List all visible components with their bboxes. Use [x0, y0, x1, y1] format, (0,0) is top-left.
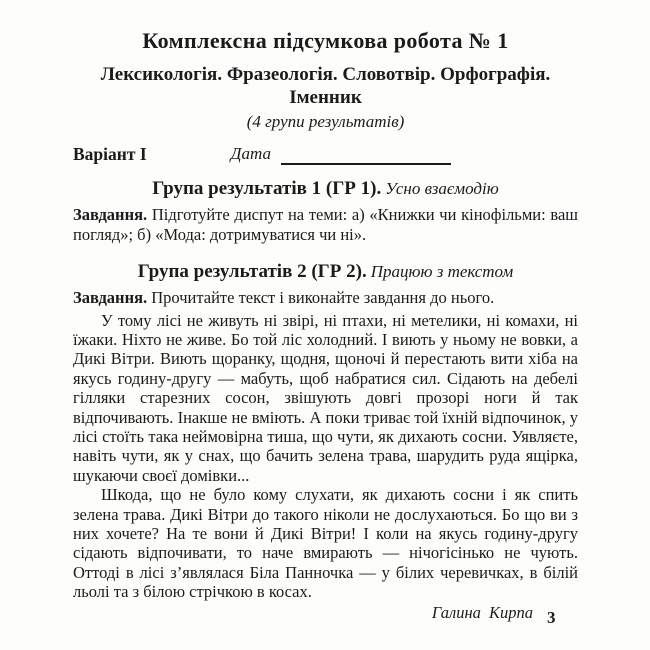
- subtitle-line-1: Лексикологія. Фразеологія. Словотвір. Орфографія.: [100, 64, 551, 85]
- section-1-heading-italic: Усно взаємодію: [385, 179, 499, 198]
- author-attribution: Галина Кирпа: [431, 602, 533, 622]
- date-blank-line: [281, 145, 451, 165]
- page-subtitle: [73, 63, 578, 109]
- reading-paragraph-1: У тому лісі не живуть ні звірі, ні птахи, ні метелики, ні комахи, ні їжаки. Ніхто не живе. Бо той ліс холодний. І виють у ньому не вовки, а Дикі Вітри. Виють щоранку, щодня, щоночі й перестають вити хіба на якусь годину-другу — мабуть, щоб набратися сил. Сідають на дебелі гілляки старезних сосон, звішують довгі прозорі ноги й так відпочивають. Інакше не вміють. А поки триває той їхній відпочинок, у лісі стоїть така неймовірна тиша, що чути, як дихають сосни. Уявляєте, навіть чути, як у снах, що бачить зелена трава, шарудить руда ящірка, шукаючи своєї домівки...: [73, 310, 578, 485]
- section-2-heading: [73, 260, 578, 284]
- section-2-heading-bold: Група результатів 2 (ГР 2).: [137, 261, 367, 282]
- section-1-heading-bold: Група результатів 1 (ГР 1).: [152, 178, 382, 199]
- reading-passage: [73, 311, 578, 623]
- section-1-task-label: Завдання.: [73, 205, 148, 224]
- section-2-task-label: Завдання.: [73, 288, 148, 307]
- section-1-task: [73, 205, 578, 244]
- section-1-heading: [73, 177, 578, 201]
- variant-date-row: [73, 141, 578, 165]
- variant-label: Варіант І: [73, 144, 147, 164]
- reading-paragraph-2: Шкода, що не було кому слухати, як дихають сосни і як спить зелена трава. Дикі Вітри до такого ніколи не дослухаються. Бо що ви з них хочете? На те вони й Дикі Вітри! І коли на якусь годину-другу сідають відпочивати, то наче вмирають — нічогісінько не чують. Оттоді в лісі з’являлася Біла Панночка — у білих черевичках, в білій льолі та з білою стрічкою в косах.: [73, 485, 578, 602]
- subtitle-note: (4 групи результатів): [246, 112, 405, 131]
- section-2-task: [73, 288, 578, 308]
- section-2-heading-italic: Працюю з текстом: [370, 262, 514, 281]
- page-title: Комплексна підсумкова робота № 1: [142, 28, 509, 53]
- subtitle-line-2: Іменник: [289, 87, 362, 108]
- date-field: [231, 143, 451, 165]
- date-label: Дата: [230, 144, 271, 163]
- section-2-task-text: Прочитайте текст і виконайте завдання до нього.: [151, 288, 495, 307]
- section-1-task-text: Підготуйте диспут на теми: а) «Книжки чи кінофільми: ваш погляд»; б) «Мода: дотримуватися чи ні».: [73, 205, 578, 244]
- page-number: 3: [547, 608, 556, 627]
